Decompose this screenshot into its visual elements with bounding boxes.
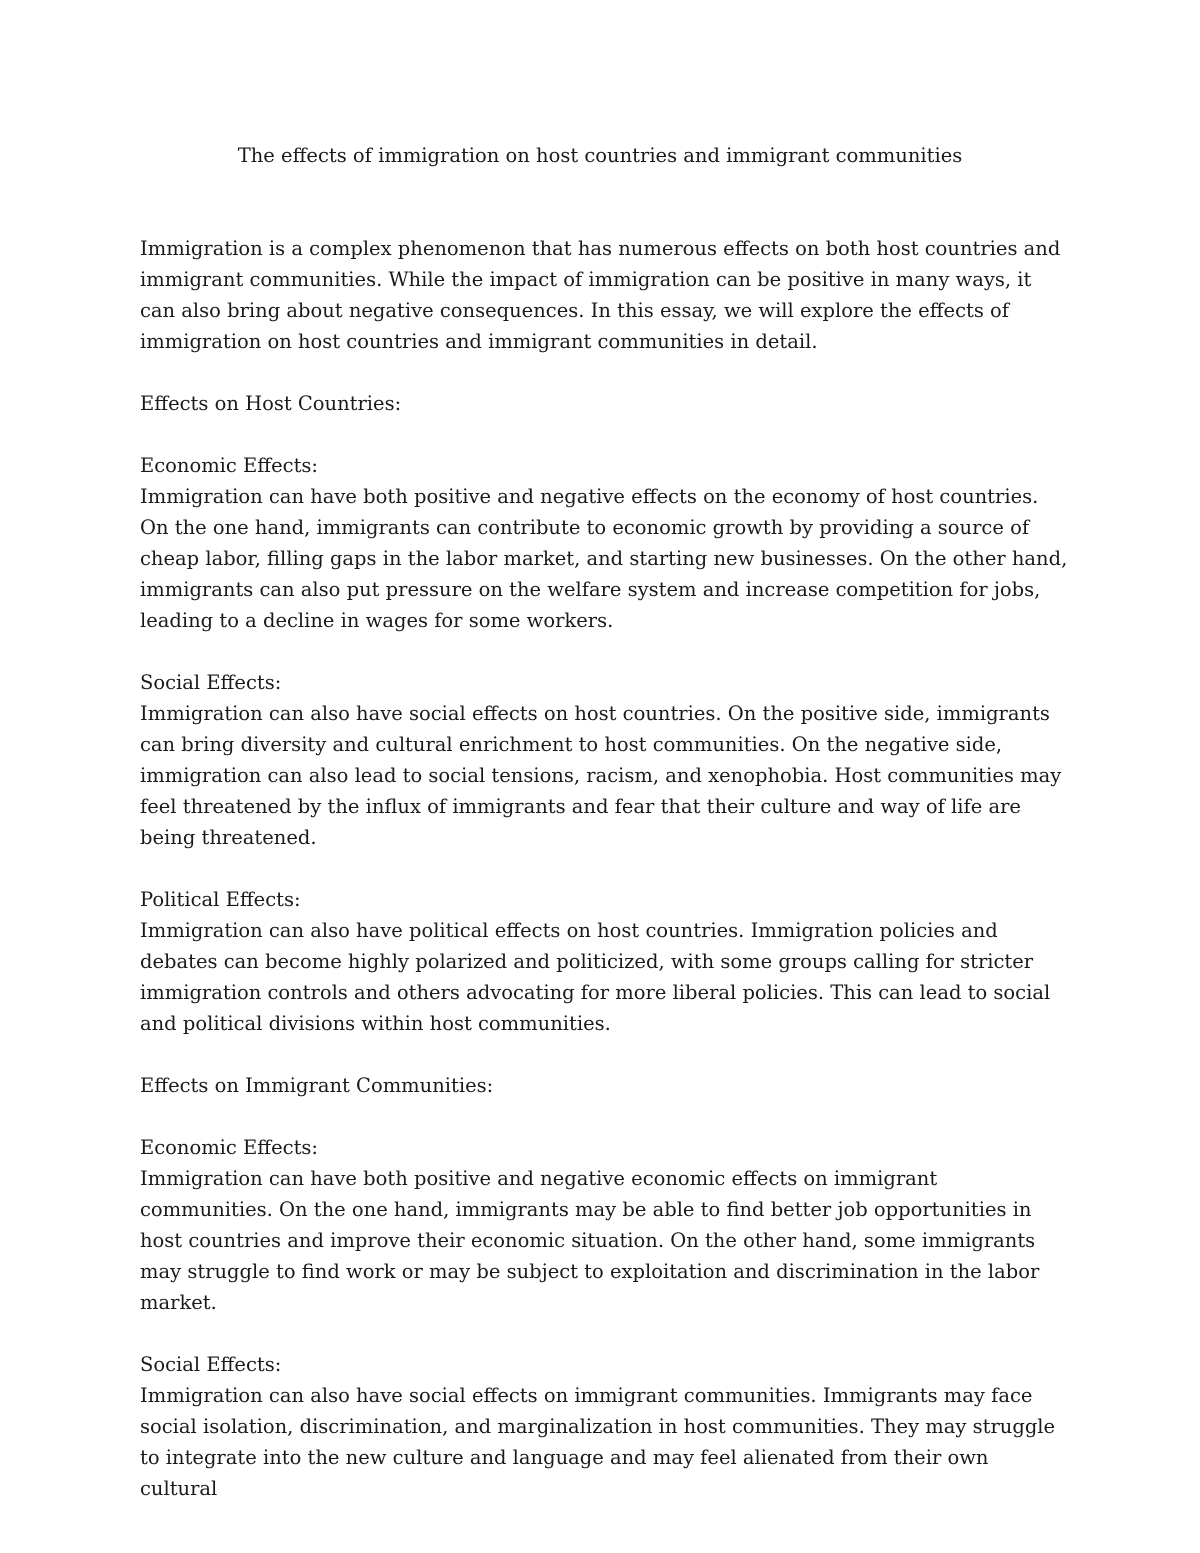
host-countries-heading: Effects on Host Countries: bbox=[140, 392, 402, 415]
intro-paragraph: Immigration is a complex phenomenon that has numerous effects on both host countries and immigrant communities. While the impact of immigration can be positive in many ways, it can also bring about negative consequences. In this essay, we will explore the effects of immigration on host countries and immigrant communities in detail. bbox=[140, 237, 1061, 353]
host-economic-heading: Economic Effects: bbox=[140, 454, 319, 477]
host-political-paragraph: Immigration can also have political effects on host countries. Immigration policies and debates can become highly polarized and politicized, with some groups calling for stricter immigration controls and others advocating for more liberal policies. This can lead to social and political divisions within host communities. bbox=[140, 919, 1051, 1035]
host-social-paragraph: Immigration can also have social effects on host countries. On the positive side, immigrants can bring diversity and cultural enrichment to host communities. On the negative side, immigration can also lead to social tensions, racism, and xenophobia. Host communities may feel threatened by the influx of immigrants and fear that their culture and way of life are being threatened. bbox=[140, 702, 1062, 849]
host-social-heading: Social Effects: bbox=[140, 671, 282, 694]
document-title: The effects of immigration on host countries and immigrant communities bbox=[237, 144, 963, 167]
immigrant-social-paragraph: Immigration can also have social effects on immigrant communities. Immigrants may face social isolation, discrimination, and marginalization in host communities. They may struggle to integrate into the new culture and language and may feel alienated from their own cultural bbox=[140, 1384, 1056, 1500]
document-page bbox=[140, 140, 1070, 1504]
host-political-heading: Political Effects: bbox=[140, 888, 301, 911]
immigrant-economic-heading: Economic Effects: bbox=[140, 1136, 319, 1159]
title-spacer bbox=[140, 171, 1070, 233]
immigrant-social-heading: Social Effects: bbox=[140, 1353, 282, 1376]
host-economic-paragraph: Immigration can have both positive and negative effects on the economy of host countries. On the one hand, immigrants can contribute to economic growth by providing a source of cheap labor, filling gaps in the labor market, and starting new businesses. On the other hand, immigrants can also put pressure on the welfare system and increase competition for jobs, leading to a decline in wages for some workers. bbox=[140, 485, 1068, 632]
immigrant-communities-heading: Effects on Immigrant Communities: bbox=[140, 1074, 494, 1097]
immigrant-economic-paragraph: Immigration can have both positive and negative economic effects on immigrant communities. On the one hand, immigrants may be able to find better job opportunities in host countries and improve their economic situation. On the other hand, some immigrants may struggle to find work or may be subject to exploitation and discrimination in the labor market. bbox=[140, 1167, 1040, 1314]
